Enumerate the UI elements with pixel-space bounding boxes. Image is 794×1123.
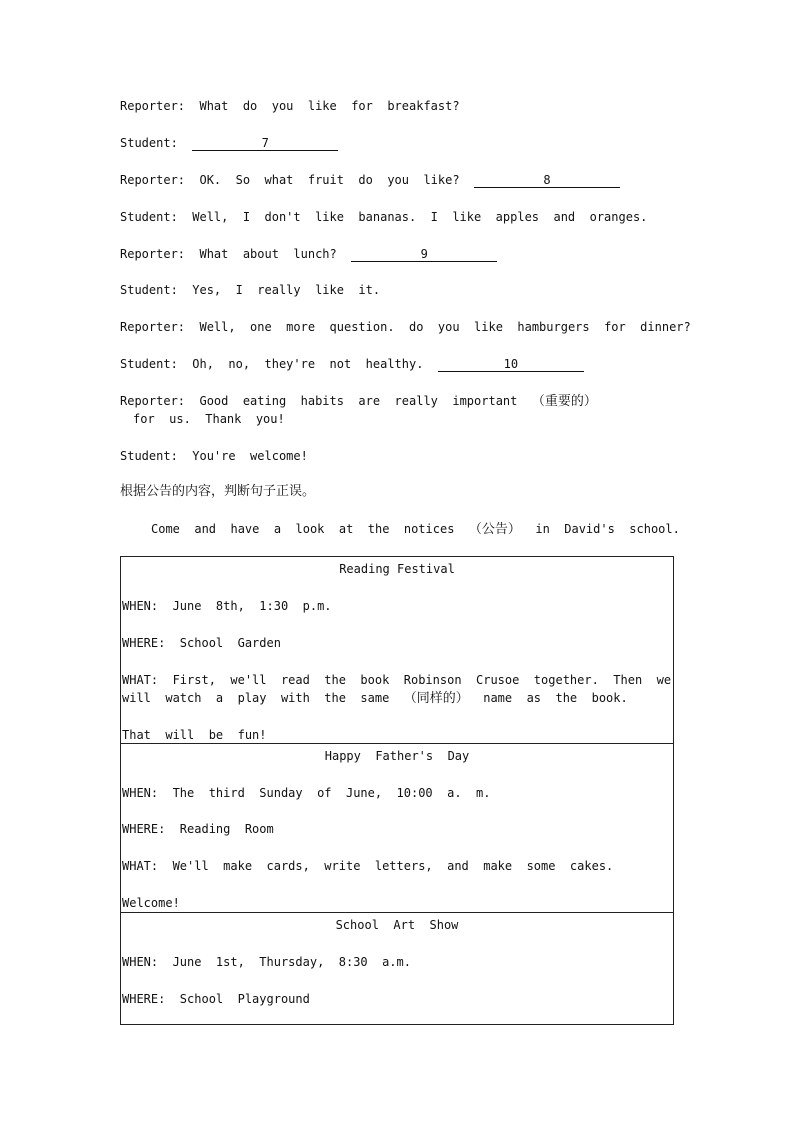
answer-blank-9[interactable]: 9 — [351, 247, 497, 262]
line-text: Well, one more question. do you like hamburgers for dinner? — [199, 320, 691, 334]
notice-title: School Art Show — [335, 918, 459, 932]
notice-when: WHEN: June 8th, 1:30 p.m. — [122, 599, 332, 613]
speaker: Reporter: — [120, 173, 186, 187]
notice-end: That will be fun! — [122, 728, 267, 742]
dialogue-line-10 — [120, 448, 308, 464]
dialogue-line-4 — [120, 209, 647, 225]
dialogue-line-5 — [120, 246, 497, 262]
dialogue-line-3 — [120, 172, 620, 188]
notice-when: WHEN: The third Sunday of June, 10:00 a. m. — [122, 786, 491, 800]
notice-where: WHERE: School Garden — [122, 636, 281, 650]
notice-what: WHAT: We'll make cards, write letters, and make some cakes. — [122, 859, 614, 873]
answer-blank-8[interactable]: 8 — [474, 173, 620, 188]
notice-what: WHAT: First, we'll read the book Robinson Crusoe together. Then we — [122, 673, 672, 687]
line-text: Good eating habits are really important — [199, 394, 518, 408]
speaker: Reporter: — [120, 320, 186, 334]
speaker: Student: — [120, 449, 178, 463]
line-text: Yes, I really like it. — [192, 283, 381, 297]
line-text: You're welcome! — [192, 449, 308, 463]
speaker: Reporter: — [120, 99, 186, 113]
gloss-note: （公告） — [468, 522, 521, 537]
notice-reading-festival — [121, 557, 673, 744]
dialogue-line-1 — [120, 98, 460, 114]
line-text: OK. So what fruit do you like? — [199, 173, 460, 187]
notice-art-show — [121, 913, 673, 1024]
line-text: What do you like for breakfast? — [199, 99, 460, 113]
speaker: Reporter: — [120, 394, 186, 408]
dialogue-line-7 — [120, 319, 691, 335]
notice-where: WHERE: School Playground — [122, 992, 310, 1006]
line-text: Well, I don't like bananas. I like apples and oranges. — [192, 210, 648, 224]
gloss-note: （重要的） — [531, 394, 597, 409]
instruction-text: 根据公告的内容，判断句子正误。 — [120, 484, 316, 499]
speaker: Reporter: — [120, 247, 186, 261]
speaker: Student: — [120, 136, 178, 150]
dialogue-line-9 — [120, 393, 597, 410]
dialogue-line-9-cont: for us. Thank you! — [133, 412, 285, 426]
notice-where: WHERE: Reading Room — [122, 822, 274, 836]
notice-what-cont: will watch a play with the same （同样的） name as the book. — [122, 691, 628, 706]
notice-fathers-day — [121, 744, 673, 913]
dialogue-line-8 — [120, 356, 584, 372]
speaker: Student: — [120, 357, 178, 371]
notice-title: Reading Festival — [339, 562, 455, 576]
notice-title: Happy Father's Day — [324, 749, 470, 763]
notice-end: Welcome! — [122, 896, 180, 910]
notice-when: WHEN: June 1st, Thursday, 8:30 a.m. — [122, 955, 411, 969]
dialogue-line-6 — [120, 282, 380, 298]
line-text: Oh, no, they're not healthy. — [192, 357, 424, 371]
speaker: Student: — [120, 283, 178, 297]
answer-blank-7[interactable]: 7 — [192, 136, 338, 151]
intro-line: Come and have a look at the notices （公告） in David's school. — [151, 522, 680, 537]
speaker: Student: — [120, 210, 178, 224]
notices-table — [120, 556, 674, 1025]
line-text: What about lunch? — [199, 247, 337, 261]
answer-blank-10[interactable]: 10 — [438, 357, 584, 372]
dialogue-line-2 — [120, 135, 338, 151]
gloss-note: （同样的） — [403, 691, 469, 706]
